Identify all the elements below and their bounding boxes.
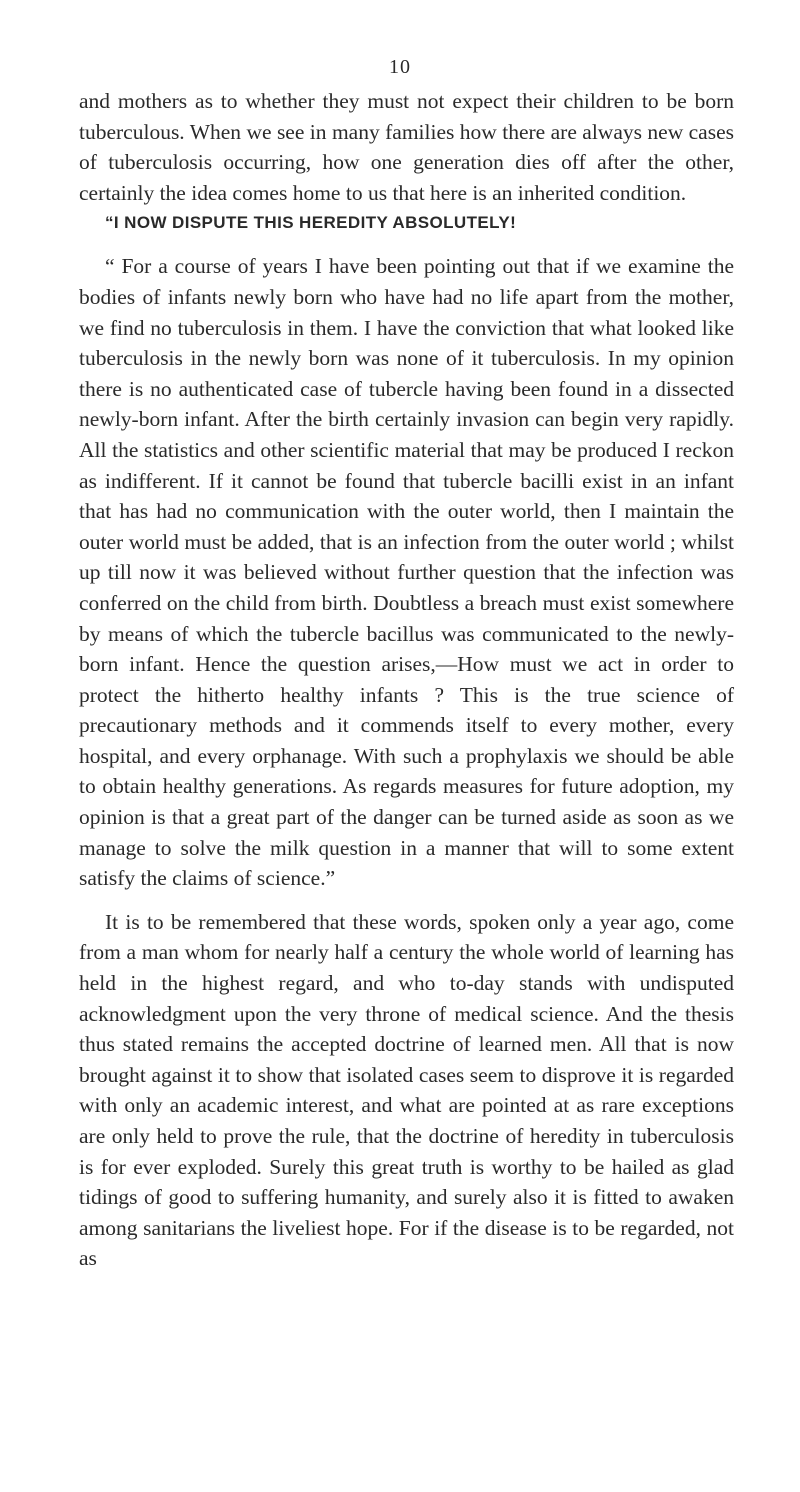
body-text [79,86,734,1274]
paragraph-commentary: It is to be remembered that these words, spoken only a year ago, come from a man whom for nearly half a century the whole world of learning has held in the highest regard, and who to-day stands with undisputed acknowledgment upon the very throne of medical science. And the thesis thus stated remains the accepted doctrine of learned men. All that is now brought against it to show that isolated cases seem to disprove it is regarded with only an academic interest, and what are pointed at as rare exceptions are only held to prove the rule, that the doctrine of heredity in tuberculosis is for ever exploded. Surely this great truth is worthy to be hailed as glad tidings of good to suffering humanity, and surely also it is fitted to awaken among sanitarians the liveliest hope. For if the disease is to be regarded, not as [79,909,734,1271]
paragraph-quote: “ For a course of years I have been pointing out that if we examine the bodies of infants newly born who have had no life apart from the mother, we find no tuberculosis in them. I have the conviction that what looked like tuberculosis in the newly born was none of it tuberculosis. In my opinion there is no authenticated case of tubercle having been found in a dissected newly-born infant. After the birth certainly invasion can begin very rapidly. All the statistics and other scientific material that may be produced I reckon as indifferent. If it cannot be found that tubercle bacilli exist in an infant that has had no communication with the outer world, then I maintain the outer world must be added, that is an infection from the outer world ; whilst up till now it was believed without further question that the infection was conferred on the child from birth. Doubtless a breach must exist somewhere by means of which the tubercle bacillus was communicated to the newly-born infant. Hence the question arises,—How must we act in order to protect the hitherto healthy infants ? This is the true science of precautionary methods and it commends itself to every mother, every hospital, and every orphanage. With such a prophylaxis we should be able to obtain healthy generations. As regards measures for future adoption, my opinion is that a great part of the danger can be turned aside as soon as we manage to solve the milk question in a manner that will to some extent satisfy the claims of science.” [79,254,734,891]
paragraph-continuation: and mothers as to whether they must not expect their children to be born tuberculous. When we see in many families how there are always new cases of tuberculosis occurring, how one generation dies off after the other, certainly the idea comes home to us that here is an inherited condition. [79,89,734,205]
page-number: 10 [389,56,411,78]
section-heading: “I NOW DISPUTE THIS HEREDITY ABSOLUTELY! [105,213,517,233]
